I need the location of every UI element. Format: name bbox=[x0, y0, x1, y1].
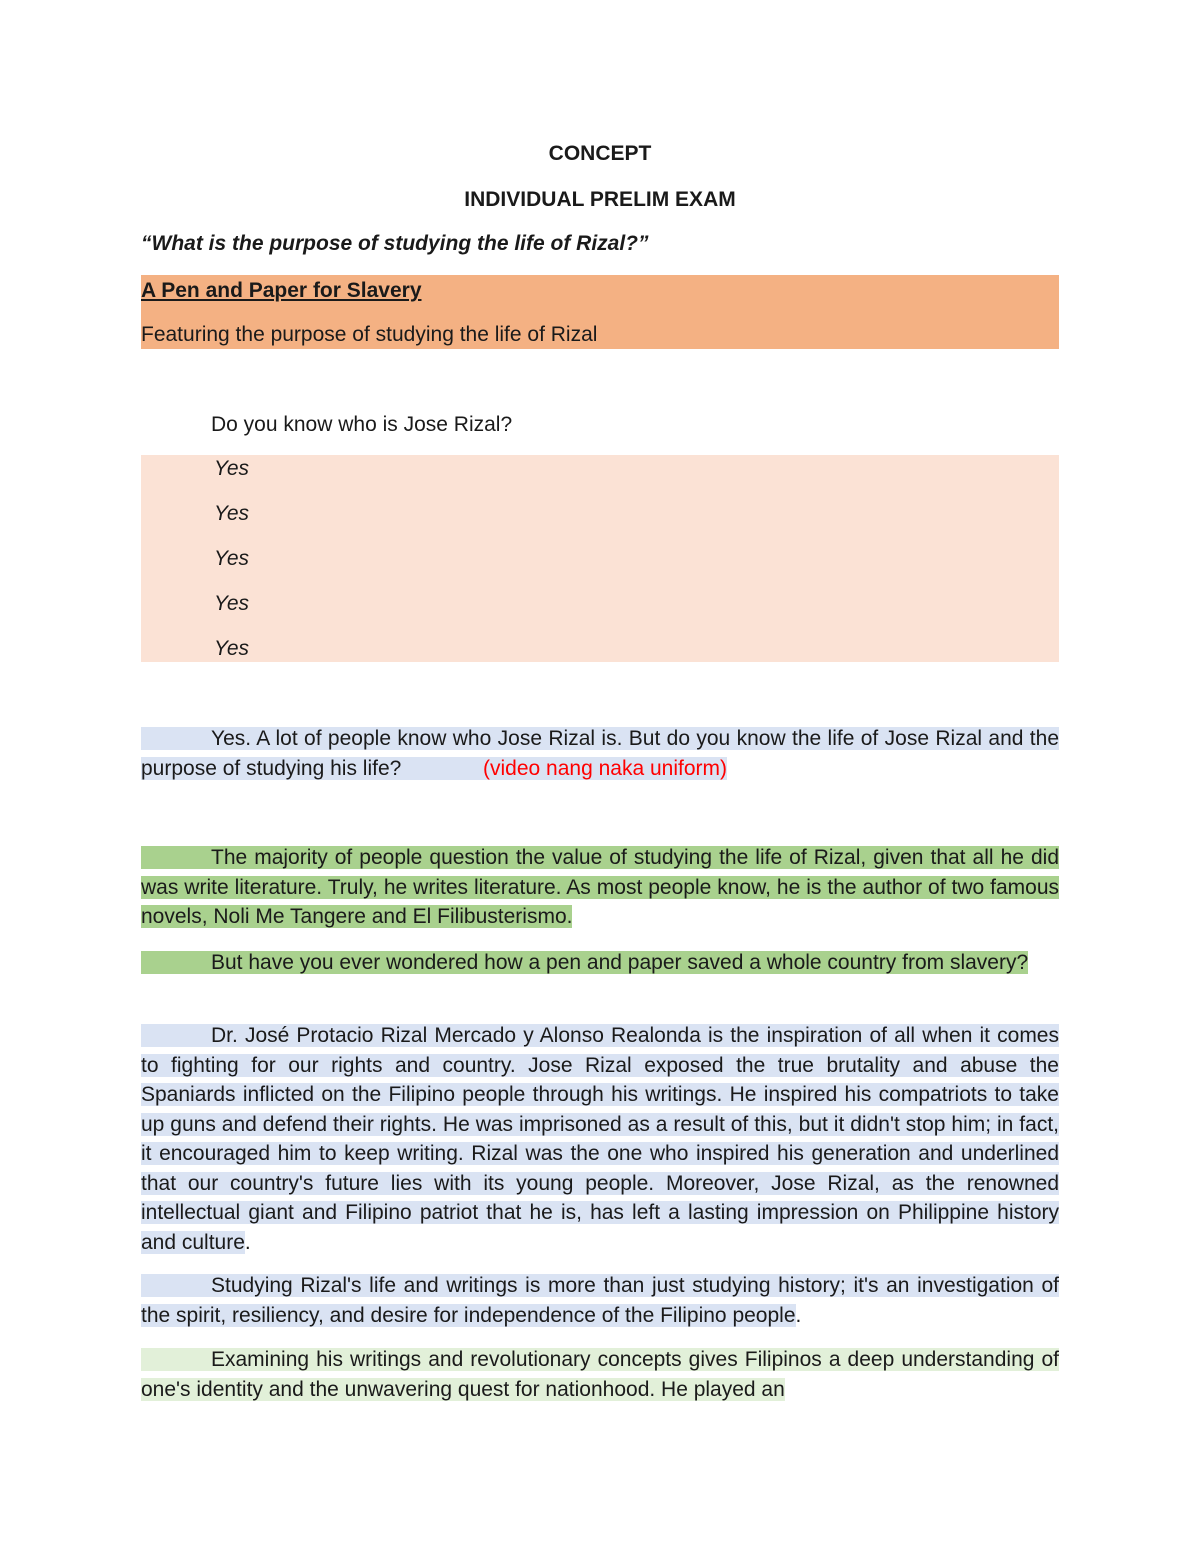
section-subheading: Featuring the purpose of studying the life of Rizal bbox=[141, 323, 598, 346]
document-title: CONCEPT bbox=[548, 142, 652, 165]
paragraph-4-end: . bbox=[244, 1230, 251, 1254]
answer-item: Yes bbox=[214, 502, 250, 525]
prompt-question: Do you know who is Jose Rizal? bbox=[211, 413, 513, 436]
paragraph-5 bbox=[141, 1271, 1059, 1330]
answer-item: Yes bbox=[214, 547, 250, 570]
paragraph-6-text: Examining his writings and revolutionary concepts gives Filipinos a deep understanding of one's identity and the unwavering quest for nationhood. He played an bbox=[141, 1348, 1059, 1401]
paragraph-3 bbox=[141, 948, 1059, 978]
exam-question: “What is the purpose of studying the life of Rizal?” bbox=[141, 232, 649, 255]
answers-box bbox=[141, 455, 1059, 662]
section-header-box bbox=[141, 275, 1059, 349]
production-note: (video nang naka uniform) bbox=[483, 756, 727, 780]
paragraph-4 bbox=[141, 1021, 1059, 1257]
paragraph-4-text: Dr. José Protacio Rizal Mercado y Alonso Realonda is the inspiration of all when it comes to fighting for our rights and country. Jose Rizal exposed the true brutality and abuse the Spaniards inflicted on the Filipino people through his writings. He inspired his compatriots to take up guns and defend their rights. He was imprisoned as a result of this, but it didn't stop him; in fact, it encouraged him to keep writing. Rizal was the one who inspired his generation and underlined that our country's future lies with its young people. Moreover, Jose Rizal, as the renowned intellectual giant and Filipino patriot that he is, has left a lasting impression on Philippine history and culture bbox=[141, 1024, 1059, 1254]
paragraph-3-text: But have you ever wondered how a pen and paper saved a whole country from slavery? bbox=[211, 951, 1029, 974]
paragraph-6 bbox=[141, 1345, 1059, 1404]
paragraph-5-text: Studying Rizal's life and writings is more than just studying history; it's an investigation of the spirit, resiliency, and desire for independence of the Filipino people bbox=[141, 1274, 1059, 1327]
paragraph-2 bbox=[141, 843, 1059, 932]
paragraph-5-end: . bbox=[795, 1303, 802, 1327]
section-heading: A Pen and Paper for Slavery bbox=[141, 279, 422, 302]
paragraph-2-text: The majority of people question the value of studying the life of Rizal, given that all he did was write literature. Truly, he writes literature. As most people know, he is the author of two famous novels, Noli Me Tangere and El Filibusterismo. bbox=[141, 846, 1059, 928]
paragraph-1-text: Yes. A lot of people know who Jose Rizal is. But do you know the life of Jose Rizal and the purpose of studying his life? bbox=[141, 727, 1059, 780]
answer-item: Yes bbox=[214, 457, 250, 480]
answer-item: Yes bbox=[214, 637, 250, 660]
paragraph-1 bbox=[141, 724, 1059, 783]
answer-item: Yes bbox=[214, 592, 250, 615]
document-subtitle: INDIVIDUAL PRELIM EXAM bbox=[464, 188, 736, 211]
